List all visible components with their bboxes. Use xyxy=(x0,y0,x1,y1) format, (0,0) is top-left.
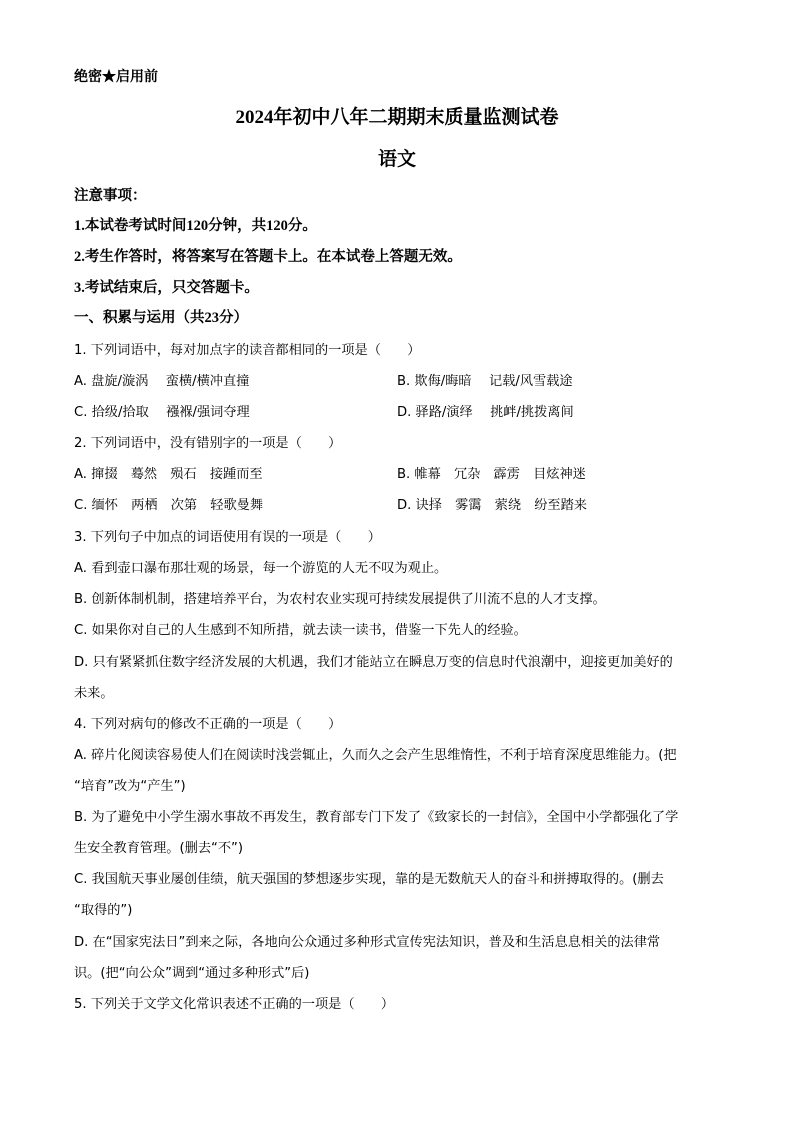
option-b: B. 创新体制机制，搭建培养平台，为农村农业实现可持续发展提供了川流不息的人才支撑。 xyxy=(74,592,606,607)
question-stem: 2. 下列词语中，没有错别字的一项是（ ） xyxy=(74,436,342,451)
exam-title: 2024年初中八年二期期末质量监测试卷 xyxy=(235,107,559,128)
option-b-continued: 生安全教育管理。(删去“不”) xyxy=(74,841,244,856)
option-d: D. 驿路/演绎 挑衅/挑拨离间 xyxy=(397,405,574,420)
option-b: B. 帷幕 冗杂 霹雳 目炫神迷 xyxy=(397,467,586,482)
option-c: C. 拾级/拾取 襁褓/强词夺理 xyxy=(74,405,250,420)
option-d-continued: 未来。 xyxy=(74,686,114,701)
option-b: B. 为了避免中小学生溺水事故不再发生，教育部专门下发了《致家长的一封信》，全国中小学都强化了学 xyxy=(74,810,679,825)
question-stem: 5. 下列关于文学文化常识表述不正确的一项是（ ） xyxy=(74,997,395,1012)
option-d: D. 只有紧紧抓住数字经济发展的大机遇，我们才能站立在瞬息万变的信息时代浪潮中，迎接更加美好的 xyxy=(74,655,673,670)
option-c: C. 我国航天事业屡创佳绩，航天强国的梦想逐步实现，靠的是无数航天人的奋斗和拼搏取得的。(删去 xyxy=(74,872,664,887)
question-stem: 1. 下列词语中，每对加点字的读音都相同的一项是（ ） xyxy=(74,343,421,358)
option-c: C. 如果你对自己的人生感到不知所措，就去读一读书，借鉴一下先人的经验。 xyxy=(74,623,527,638)
option-c-continued: “取得的”) xyxy=(74,903,133,918)
option-a: A. 撺掇 蓦然 殒石 接踵而至 xyxy=(74,467,263,482)
option-a: A. 碎片化阅读容易使人们在阅读时浅尝辄止，久而久之会产生思维惰性，不利于培育深度思维能力。(把 xyxy=(74,748,677,763)
option-d: D. 在“国家宪法日”到来之际，各地向公众通过多种形式宣传宪法知识，普及和生活息息相关的法律常 xyxy=(74,935,661,950)
option-c: C. 缅怀 两栖 次第 轻歌曼舞 xyxy=(74,498,264,513)
option-a: A. 看到壶口瀑布那壮观的场景，每一个游览的人无不叹为观止。 xyxy=(74,561,448,576)
option-a: A. 盘旋/漩涡 蛮横/横冲直撞 xyxy=(74,374,250,389)
note-item: 3.考试结束后，只交答题卡。 xyxy=(74,280,259,296)
question-stem: 4. 下列对病句的修改不正确的一项是（ ） xyxy=(74,717,342,732)
option-d: D. 诀择 雾霭 萦绕 纷至踏来 xyxy=(397,498,587,513)
confidential-label: 绝密★启用前 xyxy=(74,70,158,85)
option-a-continued: “培育”改为“产生”) xyxy=(74,779,186,794)
option-d-continued: 识。(把“向公众”调到“通过多种形式”后) xyxy=(74,966,310,981)
subject-title: 语文 xyxy=(377,149,416,170)
section-heading: 一、积累与运用（共23分） xyxy=(74,310,248,326)
notes-heading: 注意事项： xyxy=(74,188,147,204)
option-b: B. 欺侮/晦暗 记载/风雪载途 xyxy=(397,374,573,389)
question-stem: 3. 下列句子中加点的词语使用有误的一项是（ ） xyxy=(74,530,381,545)
note-item: 1.本试卷考试时间120分钟，共120分。 xyxy=(74,218,317,234)
note-item: 2.考生作答时，将答案写在答题卡上。在本试卷上答题无效。 xyxy=(74,249,462,265)
